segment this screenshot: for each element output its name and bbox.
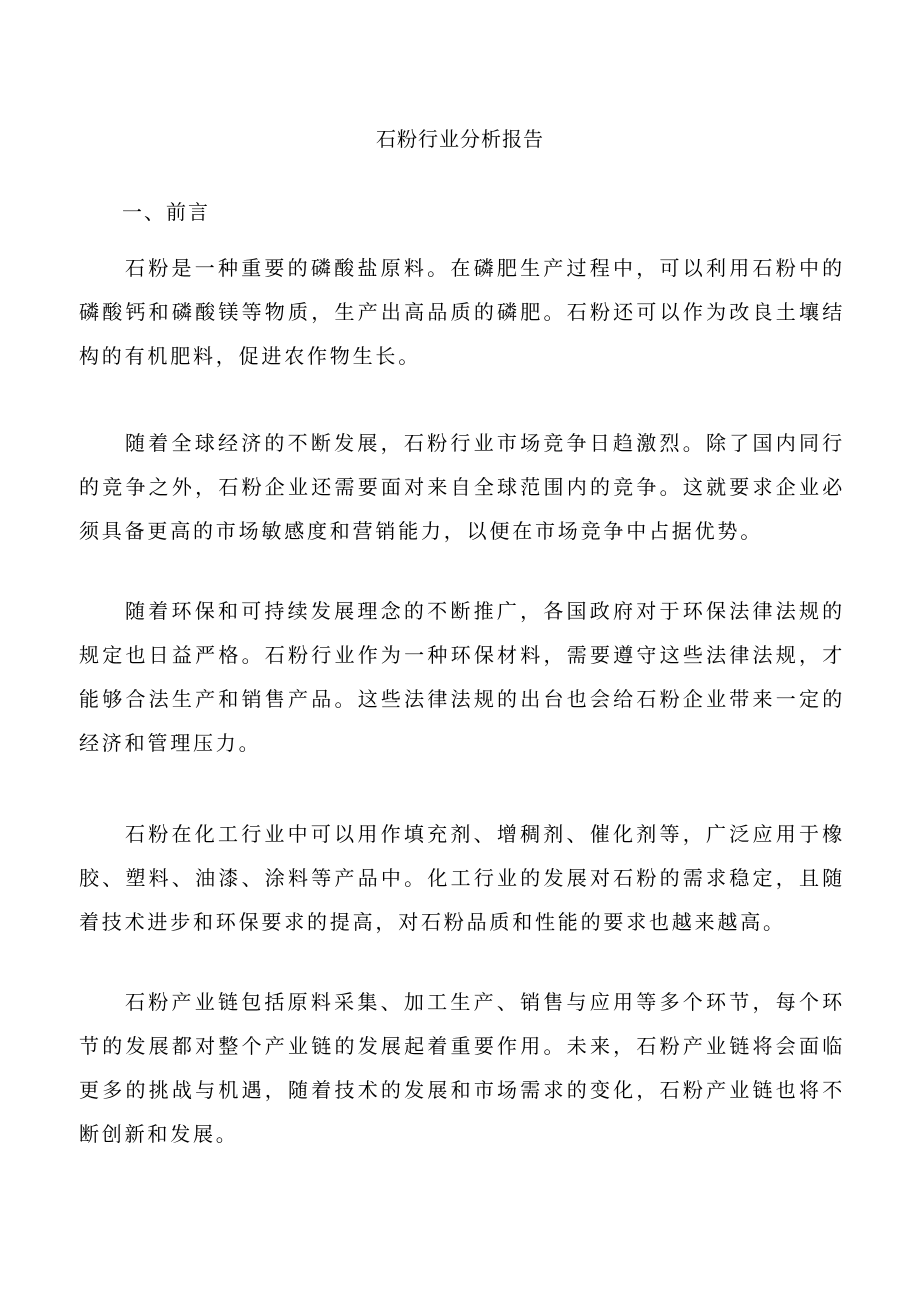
document-title: 石粉行业分析报告 bbox=[376, 127, 544, 151]
section-heading-preface: 一、前言 bbox=[122, 200, 210, 224]
paragraph-3: 随着环保和可持续发展理念的不断推广，各国政府对于环保法律法规的规定也日益严格。石粉行业作为一种环保材料，需要遵守这些法律法规，才能够合法生产和销售产品。这些法律法规的出台也会给石粉企业带来一定的经济和管理压力。 bbox=[79, 599, 845, 755]
paragraph-5: 石粉产业链包括原料采集、加工生产、销售与应用等多个环节，每个环节的发展都对整个产业链的发展起着重要作用。未来，石粉产业链将会面临更多的挑战与机遇，随着技术的发展和市场需求的变化，石粉产业链也将不断创新和发展。 bbox=[79, 990, 845, 1146]
paragraph-1: 石粉是一种重要的磷酸盐原料。在磷肥生产过程中，可以利用石粉中的磷酸钙和磷酸镁等物质，生产出高品质的磷肥。石粉还可以作为改良土壤结构的有机肥料，促进农作物生长。 bbox=[79, 256, 845, 368]
paragraph-4: 石粉在化工行业中可以用作填充剂、增稠剂、催化剂等，广泛应用于橡胶、塑料、油漆、涂料等产品中。化工行业的发展对石粉的需求稳定，且随着技术进步和环保要求的提高，对石粉品质和性能的要求也越来越高。 bbox=[79, 822, 845, 934]
paragraph-2: 随着全球经济的不断发展，石粉行业市场竞争日趋激烈。除了国内同行的竞争之外，石粉企业还需要面对来自全球范围内的竞争。这就要求企业必须具备更高的市场敏感度和营销能力，以便在市场竞争中占据优势。 bbox=[79, 431, 845, 543]
